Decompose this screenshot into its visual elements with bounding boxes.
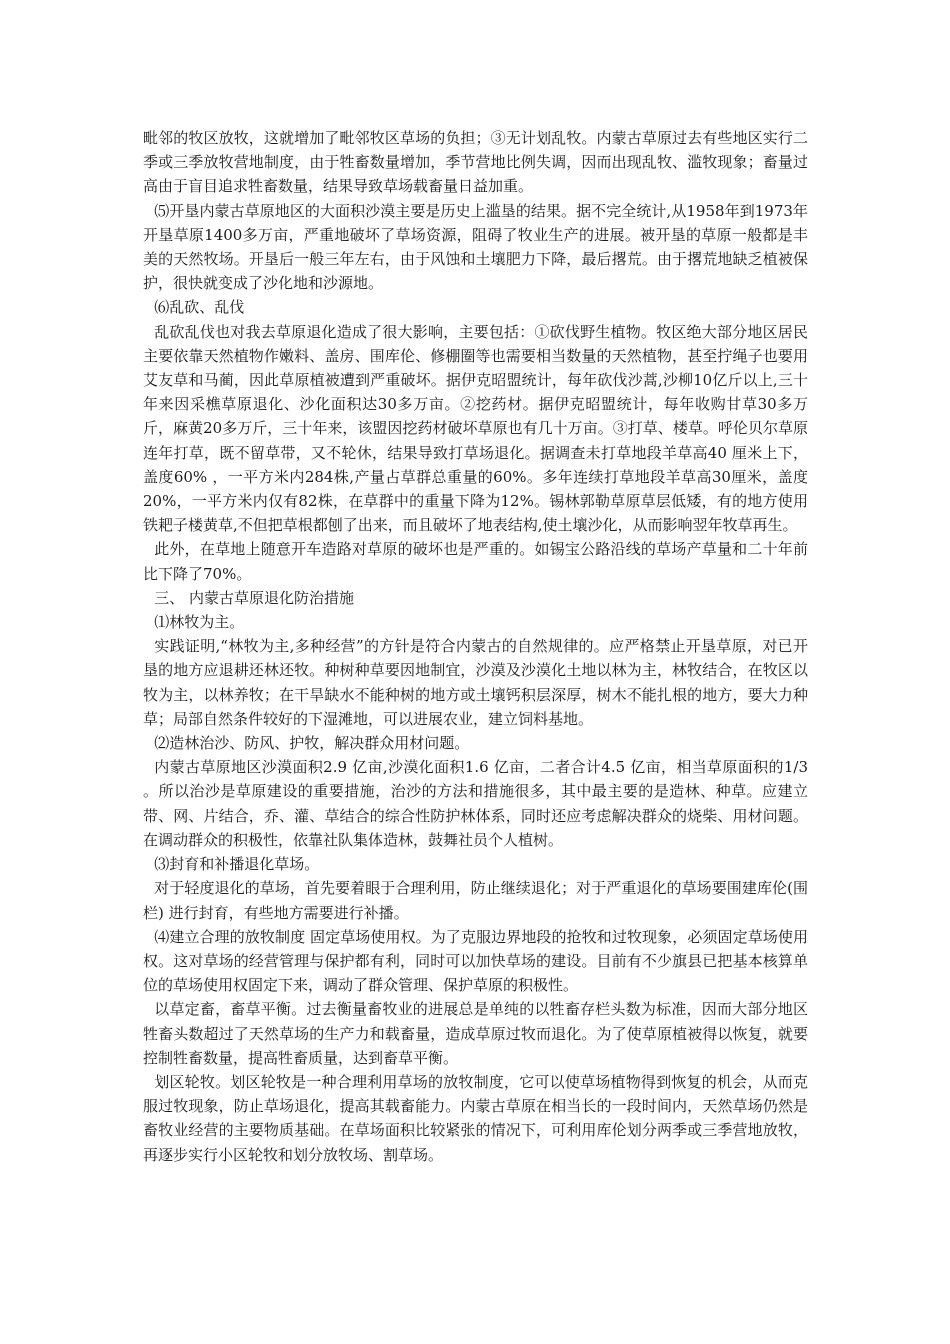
paragraph-driving-damage: 此外，在草地上随意开车造路对草原的破坏也是严重的。如锡宝公路沿线的草场产草量和二十年前比下降了70%。 <box>143 540 808 583</box>
section-heading-measures: 三、 内蒙古草原退化防治措施 <box>154 588 355 607</box>
subheading-enclosure: ⑶封育和补播退化草场。 <box>154 855 320 874</box>
paragraph-enclosure: 对于轻度退化的草场，首先要着眼于合理利用，防止继续退化；对于严重退化的草场要围建库伦(围栏) 进行封育，有些地方需要进行补播。 <box>143 879 808 922</box>
subheading-forestry-first: ⑴林牧为主。 <box>154 613 245 632</box>
document-body <box>143 126 808 1167</box>
subheading-logging: ⑹乱砍、乱伐 <box>154 298 245 317</box>
subheading-afforestation: ⑵造林治沙、防风、护牧，解决群众用材问题。 <box>154 734 470 753</box>
paragraph-livestock-balance: 以草定畜，畜草平衡。过去衡量畜牧业的进展总是单纯的以牲畜存栏头数为标准，因而大部分地区牲畜头数超过了天然草场的生产力和载畜量，造成草原过牧而退化。为了使草原植被得以恢复，就要控制牲畜数量，提高牲畜质量，达到畜草平衡。 <box>143 1000 808 1067</box>
paragraph-grazing-system: ⑷建立合理的放牧制度 固定草场使用权。为了克服边界地段的抢牧和过牧现象，必须固定草场使用权。这对草场的经营管理与保护都有利，同时可以加快草场的建设。目前有不少旗县已把基本核算单位的草场使用权固定下来，调动了群众管理、保护草原的积极性。 <box>143 927 808 995</box>
paragraph-forestry-first: 实践证明,“林牧为主,多种经营”的方针是符合内蒙古的自然规律的。应严格禁止开垦草原，对已开垦的地方应退耕还林还牧。种树种草要因地制宜，沙漠及沙漠化土地以林为主，林牧结合，在牧区以牧为主，以林养牧；在干旱缺水不能种树的地方或土壤钙积层深厚，树木不能扎根的地方，要大力种草；局部自然条件较好的下湿滩地，可以进展农业，建立饲料基地。 <box>143 637 808 728</box>
paragraph-logging: 乱砍乱伐也对我去草原退化造成了很大影响，主要包括：①砍伐野生植物。牧区绝大部分地区居民主要依靠天然植物作嫩料、盖房、围库伦、修棚圈等也需要相当数量的天然植物，甚至拧绳子也要用艾友草和马蔺，因此草原植被遭到严重破坏。据伊克昭盟统计，每年砍伐沙蒿,沙柳10亿斤以上,三十年来因采樵草原退化、沙化面积达30多万亩。②挖药材。据伊克昭盟统计，每年收购甘草30多万斤，麻黄20多万斤，三十年来，该盟因挖药材破坏草原也有几十万亩。③打草、楼草。呼伦贝尔草原连年打草，既不留草带，又不轮休，结果导致打草场退化。据调查未打草地段羊草高40 厘米上下，盖度60% ，一平方米内284株,产量占草群总重量的60%。多年连续打草地段羊草高30厘米，盖度20%，一平方米内仅有82株，在草群中的重量下降为12%。锡林郭勒草原草层低矮，有的地方使用铁耙子楼黄草,不但把草根都刨了出来，而且破坏了地表结构,使土壤沙化，从而影响翌年牧草再生。 <box>143 322 808 535</box>
paragraph-overgrazing-continued: 毗邻的牧区放牧，这就增加了毗邻牧区草场的负担；③无计划乱牧。内蒙古草原过去有些地区实行二季或三季放牧营地制度，由于牲畜数量增加，季节营地比例失调，因而出现乱牧、滥牧现象；畜量过高由于盲目追求牲畜数量，结果导致草场载畜量日益加重。 <box>143 129 808 196</box>
paragraph-reclamation: ⑸开垦内蒙古草原地区的大面积沙漠主要是历史上滥垦的结果。据不完全统计,从1958年到1973年开垦草原1400多万亩，严重地破坏了草场资源，阻碍了牧业生产的进展。被开垦的草原一般都是丰美的天然牧场。开垦后一般三年左右，由于风蚀和土壤肥力下降，最后撂荒。由于撂荒地缺乏植被保护，很快就变成了沙化地和沙源地。 <box>143 201 808 293</box>
paragraph-afforestation: 内蒙古草原地区沙漠面积2.9 亿亩,沙漠化面积1.6 亿亩，二者合计4.5 亿亩，相当草原面积的1/3 。所以治沙是草原建设的重要措施，治沙的方法和措施很多，其中最主要的是造林、种草。应建立带、网、片结合，乔、灌、草结合的综合性防护林体系，同时还应考虑解决群众的烧柴、用材问题。在调动群众的积极性，依靠社队集体造林，鼓舞社员个人植树。 <box>143 758 808 849</box>
paragraph-rotational-grazing: 划区轮牧。划区轮牧是一种合理利用草场的放牧制度，它可以使草场植物得到恢复的机会，从而克服过牧现象，防止草场退化，提高其载畜能力。内蒙古草原在相当长的一段时间内，天然草场仍然是畜牧业经营的主要物质基础。在草场面积比较紧张的情况下，可利用库伦划分两季或三季营地放牧，再逐步实行小区轮牧和划分放牧场、割草场。 <box>143 1072 808 1164</box>
